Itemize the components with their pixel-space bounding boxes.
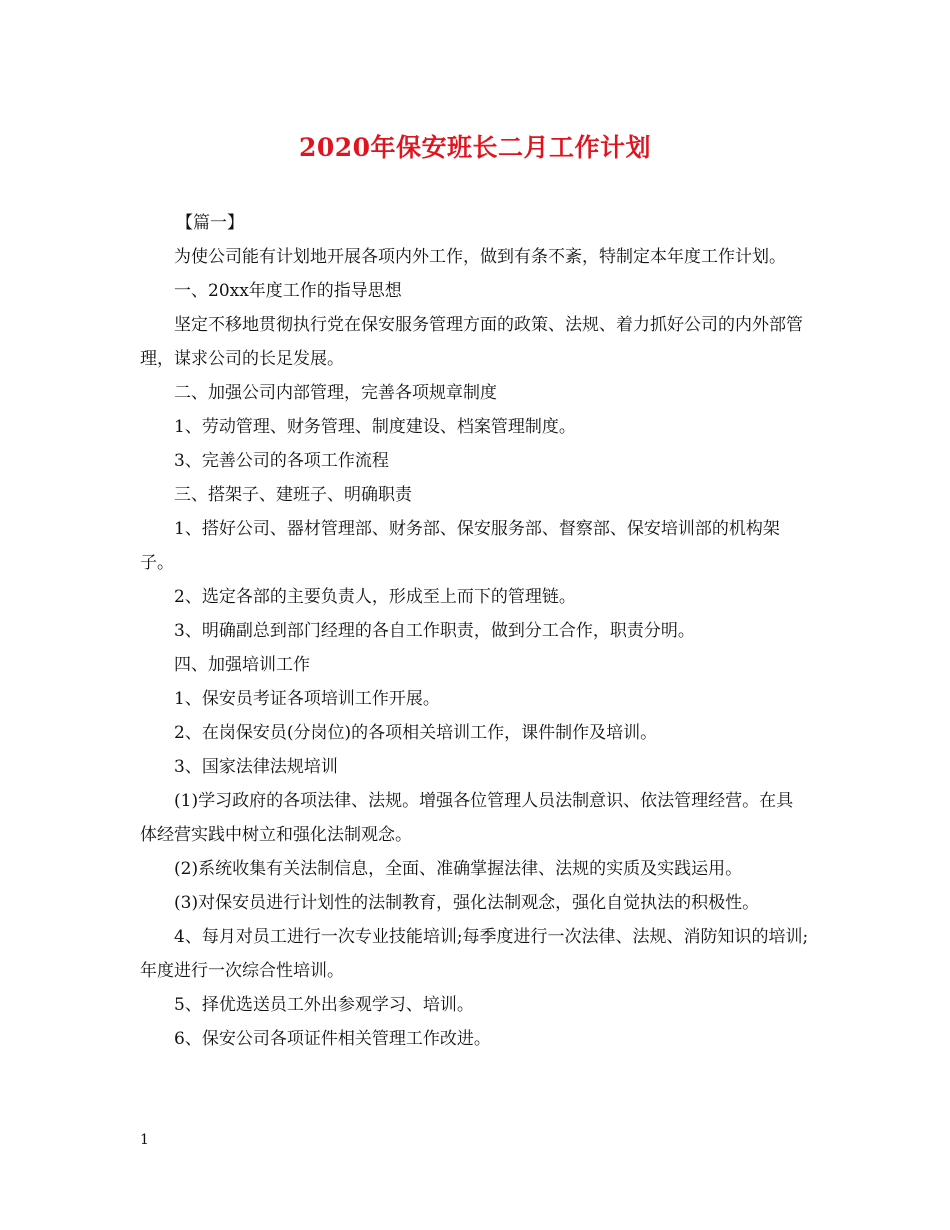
- page-number: 1: [140, 1132, 149, 1148]
- list-item: 4、每月对员工进行一次专业技能培训;每季度进行一次法律、法规、消防知识的培训;年度进行一次综合性培训。: [140, 927, 809, 981]
- heading-4: 四、加强培训工作: [174, 655, 310, 675]
- list-item: 3、完善公司的各项工作流程: [174, 451, 389, 471]
- list-item: 5、择优选送员工外出参观学习、培训。: [174, 995, 474, 1015]
- document-title: 2020年保安班长二月工作计划: [298, 133, 652, 162]
- document-body: [140, 240, 810, 1056]
- paragraph: 坚定不移地贯彻执行党在保安服务管理方面的政策、法规、着力抓好公司的内外部管理，谋求公司的长足发展。: [140, 315, 803, 369]
- sub-list-item: (2)系统收集有关法制信息，全面、准确掌握法律、法规的实质及实践运用。: [174, 859, 743, 879]
- list-item: 6、保安公司各项证件相关管理工作改进。: [174, 1029, 491, 1049]
- list-item: 3、国家法律法规培训: [174, 757, 338, 777]
- list-item: 1、搭好公司、器材管理部、财务部、保安服务部、督察部、保安培训部的机构架子。: [140, 519, 780, 573]
- paragraph-intro: 为使公司能有计划地开展各项内外工作，做到有条不紊，特制定本年度工作计划。: [174, 247, 786, 267]
- sub-list-item: (3)对保安员进行计划性的法制教育，强化法制观念，强化自觉执法的积极性。: [174, 893, 760, 913]
- heading-1: 一、20xx年度工作的指导思想: [174, 281, 402, 301]
- heading-3: 三、搭架子、建班子、明确职责: [174, 485, 412, 505]
- list-item: 2、选定各部的主要负责人，形成至上而下的管理链。: [174, 587, 576, 607]
- list-item: 2、在岗保安员(分岗位)的各项相关培训工作，课件制作及培训。: [174, 723, 658, 743]
- list-item: 3、明确副总到部门经理的各自工作职责，做到分工合作，职责分明。: [174, 621, 695, 641]
- list-item: 1、劳动管理、财务管理、制度建设、档案管理制度。: [174, 417, 576, 437]
- list-item: 1、保安员考证各项培训工作开展。: [174, 689, 440, 709]
- sub-list-item: (1)学习政府的各项法律、法规。增强各位管理人员法制意识、依法管理经营。在具体经营实践中树立和强化法制观念。: [140, 791, 794, 845]
- section-tag: 【篇一】: [176, 213, 244, 233]
- heading-2: 二、加强公司内部管理，完善各项规章制度: [174, 383, 497, 403]
